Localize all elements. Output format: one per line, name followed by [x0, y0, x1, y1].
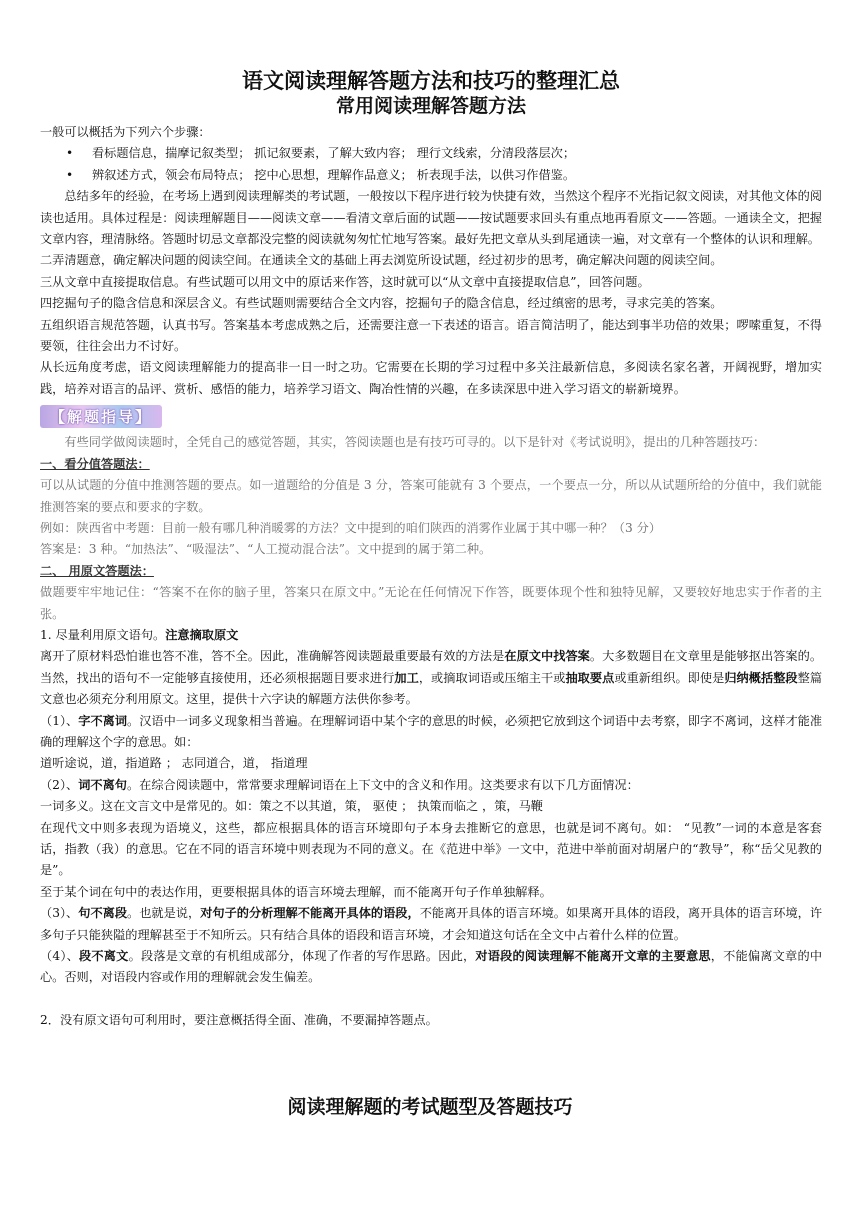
step-paragraph: 五组织语言规范答题，认真书写。答案基本考虑成熟之后，还需要注意一下表述的语言。语言简洁明了，能达到事半功倍的效果；啰嗦重复，不得要领，往往会出力不讨好。: [40, 317, 822, 354]
text-run: 不能离开具体的语言环境。如果离开具体的语段，离开具体的语言环境，许多句子只能狭隘的理解甚至于不知所云。只有结合具体的语段和语言环境，才会知道这句话在全文中占着什么样的位置。: [40, 906, 823, 942]
text-run: （2）、: [40, 777, 79, 792]
blank-line: [40, 989, 822, 1010]
emphasis-run: 归纳概括整段: [724, 670, 798, 685]
text-run: 离开了原材料恐怕谁也答不准，答不全。因此，准确解答阅读题最重要最有效的方法是: [40, 649, 505, 664]
rule-explanation: 至于某个词在句中的表达作用，更要根据具体的语言环境去理解，而不能离开句子作单独解释。: [40, 884, 552, 899]
rule-paragraph: [40, 711, 822, 754]
emphasis-run: 加工: [394, 670, 419, 685]
section-heading: 二、 用原文答题法：: [40, 563, 154, 578]
text-run: 。也就是说，: [127, 906, 201, 921]
emphasis-run: 抽取要点: [565, 670, 615, 685]
section-paragraph: 做题要牢牢地记住：“答案不在你的脑子里，答案只在原文中。”无论在任何情况下作答，既要体现个性和独特见解，又要较好地忠实于作者的主张。: [40, 585, 822, 621]
method-item-number: 1. 尽量利用原文语句。: [40, 627, 166, 642]
method-item: 2．没有原文语句可利用时，要注意概括得全面、准确，不要漏掉答题点。: [40, 1012, 438, 1027]
section-paragraph: 例如：陕西省中考题：目前一般有哪几种消暖雾的方法？文中提到的咱们陕西的消雾作业属于其中哪一种？（3 分）: [40, 520, 662, 535]
text-run: 整篇文意也必须充分利用原文。这里，提供十六字诀的解题方法供你参考。: [40, 670, 823, 707]
text-run: （3）、: [40, 906, 79, 921]
rule-paragraph: [40, 903, 822, 946]
bullet-dot-icon: •: [66, 146, 74, 161]
rule-explanation: 在现代文中则多表现为语境义，这些，都应根据具体的语言环境即句子本身去推断它的意思，也就是词不离句。如： “见教”一词的本意是客套话，指教（我）的意思。它在不同的语言环境中则表现为不同的意义。在《范进中举》一文中，范进中举前面对胡屠户的“教导”，称“岳父见教的是”。: [40, 820, 822, 878]
banner-row: [40, 400, 822, 432]
method-item-emphasis: 注意摘取原文: [165, 627, 239, 642]
emphasis-run: 字不离词: [78, 713, 128, 728]
emphasis-run: 在原文中找答案: [504, 649, 590, 664]
method-item: [40, 625, 822, 646]
document-title: 语文阅读理解答题方法和技巧的整理汇总: [242, 68, 620, 93]
emphasis-run: 对句子的分析理解不能离开具体的语段，: [200, 906, 420, 921]
text-run: （4）、: [40, 949, 80, 964]
section-paragraph: 答案是：3 种。“加热法”、“吸湿法”、“人工搅动混合法”。文中提到的属于第二种。: [40, 542, 492, 557]
document-subtitle: 常用阅读理解答题方法: [335, 95, 526, 117]
text-run: ，不能偏离文章的中心。否则，对语段内容或作用的理解就会发生偏差。: [40, 949, 823, 985]
text-run: 。汉语中一词多义现象相当普遍。在理解词语中某个字的意思的时候，必须把它放到这个词语中去考察，即字不离词，这样才能准确的理解这个字的意思。如：: [40, 713, 823, 749]
emphasis-run: 词不离句: [78, 777, 127, 792]
rule-paragraph: [40, 775, 822, 796]
section-banner: 【解题指导】: [40, 405, 162, 428]
bullet-dot-icon: •: [66, 167, 74, 182]
emphasis-run: 段不离文: [79, 949, 129, 964]
emphasis-run: 对语段的阅读理解不能离开文章的主要意思: [475, 949, 711, 964]
method-paragraph: [40, 646, 822, 710]
intro-text: 一般可以概括为下列六个步骤：: [40, 125, 211, 139]
example-line: 道听途说，道，指道路 ； 志同道合，道， 指道理: [40, 756, 308, 771]
section-paragraph: 可以从试题的分值中推测答题的要点。如一道题给的分值是 3 分，答案可能就有 3 个要点，一个要点一分，所以从试题所给的分值中，我们就能推测答案的要点和要求的字数。: [40, 478, 822, 514]
bullet-text: 辨叙述方式，领会布局特点； 挖中心思想，理解作品意义； 析表现手法，以供习作借鉴。: [92, 167, 576, 182]
step-paragraph: 四挖掘句子的隐含信息和深层含义。有些试题则需要结合全文内容，挖掘句子的隐含信息，经过缜密的思考，寻求完美的答案。: [40, 296, 723, 311]
step-paragraph: 三从文章中直接提取信息。有些试题可以用文中的原话来作答，这时就可以“从文章中直接提取信息”，回答问题。: [40, 274, 650, 289]
text-run: 或重新组织。即使是: [614, 670, 725, 685]
text-run: 。段落是文章的有机组成部分，体现了作者的写作思路。因此，: [128, 949, 476, 964]
next-section-title: 阅读理解题的考试题型及答题技巧: [287, 1096, 573, 1118]
bullet-text: 看标题信息，揣摩记叙类型； 抓记叙要素，了解大致内容； 理行文线索，分清段落层次；: [92, 146, 576, 161]
text-run: （1）、: [40, 713, 79, 728]
summary-paragraph: 总结多年的经验，在考场上遇到阅读理解类的考试题，一般按以下程序进行较为快捷有效，当然这个程序不光指记叙文阅读，对其他文体的阅读也适用。具体过程是：阅读理解题目——阅读文章——看清文章后面的试题——按试题要求回头有重点地再看原文——答题。一通读全文，把握文章内容，理清脉络。答题时切忌文章都没完整的阅读就匆匆忙忙地写答案。最好先把文章从头到尾通读一遍，对文章有一个整体的认识和理解。: [40, 189, 822, 247]
bullet-item: [40, 143, 822, 164]
bullet-item: [40, 165, 822, 186]
text-run: ，或摘取词语或压缩主干或: [418, 670, 566, 685]
step-paragraph: 二弄清题意，确定解决问题的阅读空间。在通读全文的基础上再去浏览所设试题，经过初步的思考，确定解决问题的阅读空间。: [40, 253, 723, 268]
example-line: 一词多义。这在文言文中是常见的。如：策之不以其道，策， 驱使 ； 执策而临之 ，策，马鞭: [40, 799, 543, 814]
section-heading: 一、看分值答题法：: [40, 456, 150, 471]
text-run: 。在综合阅读题中，常常要求理解词语在上下文中的含义和作用。这类要求有以下几方面情况：: [126, 777, 639, 792]
rule-paragraph: [40, 946, 822, 989]
document-page: [40, 68, 822, 1031]
tips-intro: 有些同学做阅读题时，全凭自己的感觉答题，其实，答阅读题也是有技巧可寻的。以下是针对《考试说明》，提出的几种答题技巧：: [64, 435, 766, 450]
step-paragraph: 从长远角度考虑，语文阅读理解能力的提高非一日一时之功。它需要在长期的学习过程中多关注最新信息，多阅读名家名著，开阔视野，增加实践，培养对语言的品评、赏析、感悟的能力，培养学习语文、陶冶性情的兴趣，在多读深思中进入学习语文的崭新境界。: [40, 360, 822, 396]
emphasis-run: 句不离段: [78, 906, 128, 921]
text-run: 。大多数题目在文章里是能够抠出答案的。当然，找出的语句不一定能够直接使用，还必须根据题目要求进行: [40, 649, 823, 685]
